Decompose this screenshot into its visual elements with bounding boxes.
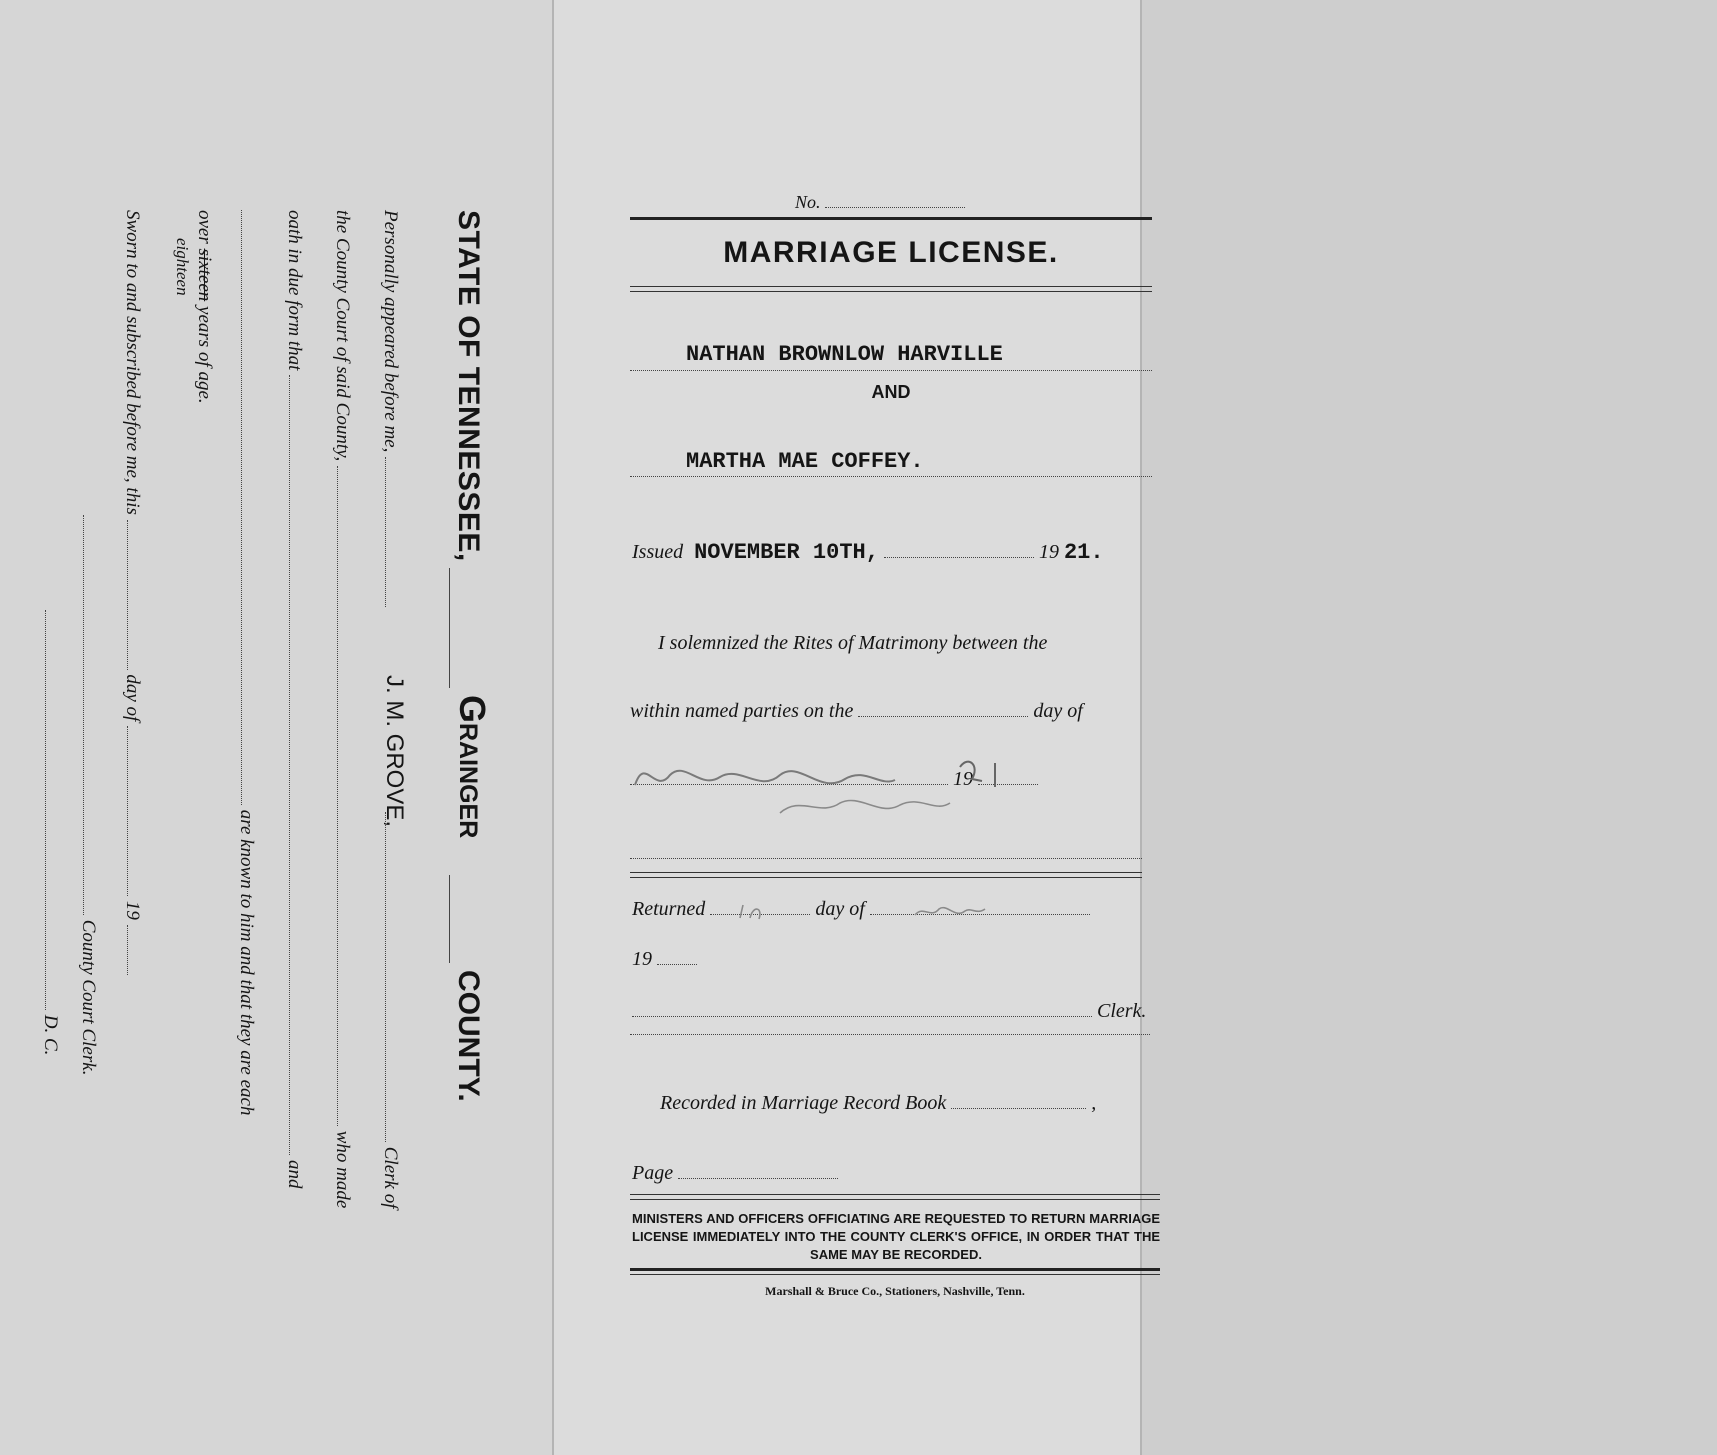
oath-line [282, 210, 306, 1188]
county-blank-line [449, 875, 450, 963]
issued-label: Issued [632, 541, 684, 563]
age-line [192, 210, 216, 404]
years-of-age-text: years of age. [194, 306, 215, 404]
personally-appeared-text: Personally appeared before me, [380, 210, 401, 453]
bride-name: MARTHA MAE COFFEY. [686, 449, 924, 474]
returned-year: 19 [632, 948, 652, 970]
affidavit [40, 210, 493, 1270]
county-court-clerk-line [76, 515, 100, 1075]
within-named-row [630, 700, 1083, 723]
and-label: AND [871, 382, 911, 402]
clerk-of-line [378, 812, 402, 1209]
page-label: Page [632, 1162, 674, 1184]
recorded-row: Recorded in Marriage Record Book , [660, 1092, 1097, 1114]
and-text: and [284, 1159, 305, 1189]
returned-year-row [632, 948, 697, 971]
issued-row [632, 540, 1162, 565]
sworn-day-of-text: day of [122, 674, 143, 722]
handwritten-return-scrawl [735, 893, 1035, 933]
license-no-label: No. [795, 192, 821, 212]
sworn-year-text: 19 [122, 900, 143, 920]
clerk-of-text: Clerk of [380, 1146, 401, 1209]
who-made-text: who made [332, 1130, 353, 1209]
issued-year-suffix: 21. [1063, 540, 1104, 565]
clerk-underline [630, 1034, 1150, 1035]
clerk-name: J. M. GROVE, [381, 675, 408, 828]
returned-label: Returned [632, 898, 706, 920]
groom-line [630, 370, 1152, 371]
blank-back-panel [1142, 0, 1717, 1455]
known-text: are known to him and that they are each [236, 809, 257, 1116]
dc-line [38, 610, 62, 1055]
title-rule-top [630, 217, 1152, 220]
section-rule [630, 872, 1142, 878]
groom-name: NATHAN BROWNLOW HARVILLE [686, 342, 1003, 367]
returned-day-of: day of [815, 898, 865, 920]
issued-date: NOVEMBER 10TH, [694, 540, 879, 565]
county-court-text: the County Court of said County, [332, 210, 353, 462]
affidavit-header [426, 210, 493, 1270]
county-heading: COUNTY. [452, 970, 485, 1102]
within-day-of-text: day of [1033, 700, 1083, 722]
county-name: Grainger [452, 695, 493, 839]
notice-rule-top [630, 1194, 1160, 1200]
dc-text: D. C. [40, 1014, 61, 1056]
county-court-clerk-text: County Court Clerk. [78, 919, 99, 1076]
clerk-label: Clerk. [1097, 1000, 1147, 1022]
known-line [234, 210, 258, 1115]
sworn-line [120, 210, 144, 975]
county-court-line [330, 210, 354, 1208]
oath-text: oath in due form that [284, 210, 305, 371]
page-row [632, 1162, 838, 1185]
sworn-text: Sworn to and subscribed before me, this [122, 210, 143, 515]
notice-rule-bottom [630, 1268, 1160, 1275]
marriage-year-prefix: 19 [953, 768, 973, 790]
struck-age-text: sixteen [194, 248, 215, 302]
blank-line [630, 858, 1142, 859]
officiant-notice: MINISTERS AND OFFICERS OFFICIATING ARE REQUESTED TO RETURN MARRIAGE LICENSE IMMEDIATELY INTO THE COUNTY CLERK'S OFFICE, IN ORDER THAT THE SAME MAY BE RECORDED. [632, 1211, 1160, 1262]
printer-credit: Marshall & Bruce Co., Stationers, Nashville, Tenn. [765, 1284, 1025, 1298]
state-heading: STATE OF TENNESSEE, [452, 210, 485, 562]
license-no-row [795, 192, 965, 213]
clerk-row [632, 1000, 1146, 1023]
handwritten-date-scrawl [630, 735, 1010, 825]
age-insert: eighteen [173, 238, 192, 296]
recorded-label: Recorded in Marriage Record Book [660, 1092, 947, 1114]
state-blank-line [449, 568, 450, 688]
solemnized-text: I solemnized the Rites of Matrimony between the [658, 632, 1048, 654]
fold-line [552, 0, 554, 1455]
bride-line [630, 476, 1152, 477]
license-title: MARRIAGE LICENSE. [723, 236, 1059, 269]
issued-year-prefix: 19 [1038, 541, 1059, 563]
over-text: over [194, 210, 215, 244]
within-named-text: within named parties on the [630, 700, 854, 722]
personally-appeared-line [378, 210, 402, 697]
title-rule-bottom [630, 286, 1152, 292]
